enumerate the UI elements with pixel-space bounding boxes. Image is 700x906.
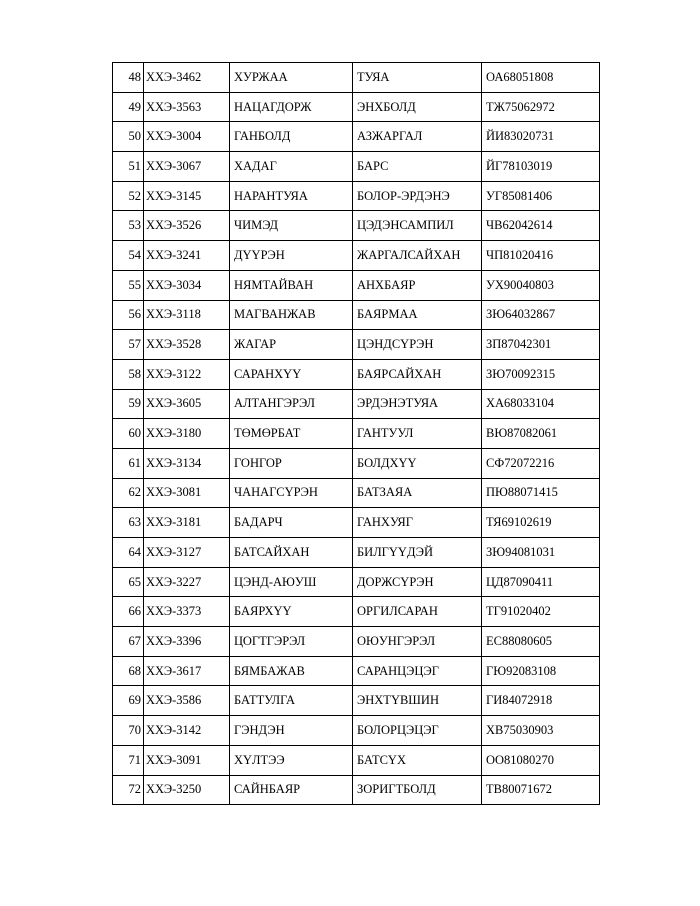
row-number-cell: 59 — [113, 389, 144, 419]
table-row — [113, 419, 600, 449]
given-name-cell: БОЛОР-ЭРДЭНЭ — [353, 181, 482, 211]
surname-cell: ХУРЖАА — [230, 63, 353, 93]
row-number-cell: 56 — [113, 300, 144, 330]
registration-code-cell: ХХЭ-3081 — [144, 478, 230, 508]
given-name-cell: ЗОРИГТБОЛД — [353, 775, 482, 805]
surname-cell: БАДАРЧ — [230, 508, 353, 538]
given-name-cell: ЦЭДЭНСАМПИЛ — [353, 211, 482, 241]
registration-code-cell: ХХЭ-3605 — [144, 389, 230, 419]
surname-cell: ГЭНДЭН — [230, 716, 353, 746]
id-number-cell: ЗЮ94081031 — [482, 538, 600, 568]
table-row — [113, 478, 600, 508]
row-number-cell: 69 — [113, 686, 144, 716]
id-number-cell: ТВ80071672 — [482, 775, 600, 805]
surname-cell: ЖАГАР — [230, 330, 353, 360]
surname-cell: ЧИМЭД — [230, 211, 353, 241]
registration-code-cell: ХХЭ-3127 — [144, 538, 230, 568]
surname-cell: НАРАНТУЯА — [230, 181, 353, 211]
surname-cell: ЦОГТГЭРЭЛ — [230, 627, 353, 657]
id-number-cell: ГИ84072918 — [482, 686, 600, 716]
row-number-cell: 60 — [113, 419, 144, 449]
registration-code-cell: ХХЭ-3145 — [144, 181, 230, 211]
given-name-cell: ДОРЖСҮРЭН — [353, 567, 482, 597]
id-number-cell: ЗП87042301 — [482, 330, 600, 360]
row-number-cell: 58 — [113, 359, 144, 389]
surname-cell: БЯМБАЖАВ — [230, 656, 353, 686]
given-name-cell: ЭНХТҮВШИН — [353, 686, 482, 716]
registration-code-cell: ХХЭ-3528 — [144, 330, 230, 360]
registration-code-cell: ХХЭ-3181 — [144, 508, 230, 538]
surname-cell: БАТСАЙХАН — [230, 538, 353, 568]
row-number-cell: 64 — [113, 538, 144, 568]
table-row — [113, 211, 600, 241]
given-name-cell: БИЛГҮҮДЭЙ — [353, 538, 482, 568]
row-number-cell: 51 — [113, 152, 144, 182]
given-name-cell: ГАНТУУЛ — [353, 419, 482, 449]
registration-code-cell: ХХЭ-3004 — [144, 122, 230, 152]
registration-code-cell: ХХЭ-3134 — [144, 448, 230, 478]
given-name-cell: БАРС — [353, 152, 482, 182]
row-number-cell: 63 — [113, 508, 144, 538]
registration-code-cell: ХХЭ-3396 — [144, 627, 230, 657]
registration-code-cell: ХХЭ-3462 — [144, 63, 230, 93]
id-number-cell: УХ90040803 — [482, 270, 600, 300]
table-row — [113, 745, 600, 775]
row-number-cell: 72 — [113, 775, 144, 805]
surname-cell: ГАНБОЛД — [230, 122, 353, 152]
table-row — [113, 359, 600, 389]
id-number-cell: ТЖ75062972 — [482, 92, 600, 122]
surname-cell: МАГВАНЖАВ — [230, 300, 353, 330]
row-number-cell: 70 — [113, 716, 144, 746]
surname-cell: НЯМТАЙВАН — [230, 270, 353, 300]
table-row — [113, 448, 600, 478]
row-number-cell: 55 — [113, 270, 144, 300]
registration-code-cell: ХХЭ-3563 — [144, 92, 230, 122]
given-name-cell: БОЛДХҮҮ — [353, 448, 482, 478]
registration-code-cell: ХХЭ-3250 — [144, 775, 230, 805]
registration-code-cell: ХХЭ-3373 — [144, 597, 230, 627]
registry-table — [112, 62, 600, 805]
row-number-cell: 65 — [113, 567, 144, 597]
table-row — [113, 63, 600, 93]
surname-cell: ТӨМӨРБАТ — [230, 419, 353, 449]
surname-cell: БАТТУЛГА — [230, 686, 353, 716]
row-number-cell: 68 — [113, 656, 144, 686]
registry-table-body — [113, 63, 600, 805]
table-row — [113, 716, 600, 746]
given-name-cell: ЖАРГАЛСАЙХАН — [353, 241, 482, 271]
table-row — [113, 627, 600, 657]
row-number-cell: 52 — [113, 181, 144, 211]
table-row — [113, 597, 600, 627]
table-row — [113, 686, 600, 716]
table-row — [113, 538, 600, 568]
given-name-cell: АЗЖАРГАЛ — [353, 122, 482, 152]
given-name-cell: БАЯРМАА — [353, 300, 482, 330]
given-name-cell: БОЛОРЦЭЦЭГ — [353, 716, 482, 746]
surname-cell: ЧАНАГСҮРЭН — [230, 478, 353, 508]
given-name-cell: ТУЯА — [353, 63, 482, 93]
registration-code-cell: ХХЭ-3067 — [144, 152, 230, 182]
id-number-cell: ЙГ78103019 — [482, 152, 600, 182]
given-name-cell: ОЮУНГЭРЭЛ — [353, 627, 482, 657]
table-row — [113, 152, 600, 182]
row-number-cell: 48 — [113, 63, 144, 93]
table-row — [113, 389, 600, 419]
surname-cell: САЙНБАЯР — [230, 775, 353, 805]
id-number-cell: ХА68033104 — [482, 389, 600, 419]
given-name-cell: САРАНЦЭЦЭГ — [353, 656, 482, 686]
id-number-cell: ОО81080270 — [482, 745, 600, 775]
given-name-cell: ОРГИЛСАРАН — [353, 597, 482, 627]
id-number-cell: ЗЮ70092315 — [482, 359, 600, 389]
row-number-cell: 49 — [113, 92, 144, 122]
table-row — [113, 330, 600, 360]
id-number-cell: ЗЮ64032867 — [482, 300, 600, 330]
registration-code-cell: ХХЭ-3241 — [144, 241, 230, 271]
row-number-cell: 54 — [113, 241, 144, 271]
id-number-cell: ТЯ69102619 — [482, 508, 600, 538]
registration-code-cell: ХХЭ-3091 — [144, 745, 230, 775]
registration-code-cell: ХХЭ-3180 — [144, 419, 230, 449]
id-number-cell: УГ85081406 — [482, 181, 600, 211]
registration-code-cell: ХХЭ-3142 — [144, 716, 230, 746]
given-name-cell: ЭРДЭНЭТУЯА — [353, 389, 482, 419]
surname-cell: ХҮЛТЭЭ — [230, 745, 353, 775]
given-name-cell: ЦЭНДСҮРЭН — [353, 330, 482, 360]
table-row — [113, 775, 600, 805]
row-number-cell: 67 — [113, 627, 144, 657]
registration-code-cell: ХХЭ-3122 — [144, 359, 230, 389]
id-number-cell: ЧП81020416 — [482, 241, 600, 271]
id-number-cell: ТГ91020402 — [482, 597, 600, 627]
id-number-cell: ЙИ83020731 — [482, 122, 600, 152]
given-name-cell: БАЯРСАЙХАН — [353, 359, 482, 389]
given-name-cell: ЭНХБОЛД — [353, 92, 482, 122]
given-name-cell: ГАНХУЯГ — [353, 508, 482, 538]
id-number-cell: ГЮ92083108 — [482, 656, 600, 686]
surname-cell: АЛТАНГЭРЭЛ — [230, 389, 353, 419]
row-number-cell: 62 — [113, 478, 144, 508]
registration-code-cell: ХХЭ-3034 — [144, 270, 230, 300]
table-row — [113, 508, 600, 538]
table-row — [113, 270, 600, 300]
table-row — [113, 300, 600, 330]
table-row — [113, 181, 600, 211]
given-name-cell: БАТСҮХ — [353, 745, 482, 775]
table-row — [113, 92, 600, 122]
row-number-cell: 71 — [113, 745, 144, 775]
id-number-cell: СФ72072216 — [482, 448, 600, 478]
id-number-cell: ЕС88080605 — [482, 627, 600, 657]
row-number-cell: 61 — [113, 448, 144, 478]
id-number-cell: ВЮ87082061 — [482, 419, 600, 449]
registration-code-cell: ХХЭ-3586 — [144, 686, 230, 716]
surname-cell: НАЦАГДОРЖ — [230, 92, 353, 122]
given-name-cell: АНХБАЯР — [353, 270, 482, 300]
registration-code-cell: ХХЭ-3118 — [144, 300, 230, 330]
table-row — [113, 656, 600, 686]
registration-code-cell: ХХЭ-3617 — [144, 656, 230, 686]
surname-cell: БАЯРХҮҮ — [230, 597, 353, 627]
table-row — [113, 567, 600, 597]
row-number-cell: 50 — [113, 122, 144, 152]
surname-cell: ХАДАГ — [230, 152, 353, 182]
id-number-cell: ХВ75030903 — [482, 716, 600, 746]
registration-code-cell: ХХЭ-3227 — [144, 567, 230, 597]
surname-cell: ДҮҮРЭН — [230, 241, 353, 271]
id-number-cell: ЦД87090411 — [482, 567, 600, 597]
given-name-cell: БАТЗАЯА — [353, 478, 482, 508]
surname-cell: ЦЭНД-АЮУШ — [230, 567, 353, 597]
table-row — [113, 122, 600, 152]
row-number-cell: 53 — [113, 211, 144, 241]
id-number-cell: ОА68051808 — [482, 63, 600, 93]
registration-code-cell: ХХЭ-3526 — [144, 211, 230, 241]
row-number-cell: 66 — [113, 597, 144, 627]
table-row — [113, 241, 600, 271]
id-number-cell: ПЮ88071415 — [482, 478, 600, 508]
surname-cell: ГОНГОР — [230, 448, 353, 478]
id-number-cell: ЧВ62042614 — [482, 211, 600, 241]
row-number-cell: 57 — [113, 330, 144, 360]
surname-cell: САРАНХҮҮ — [230, 359, 353, 389]
